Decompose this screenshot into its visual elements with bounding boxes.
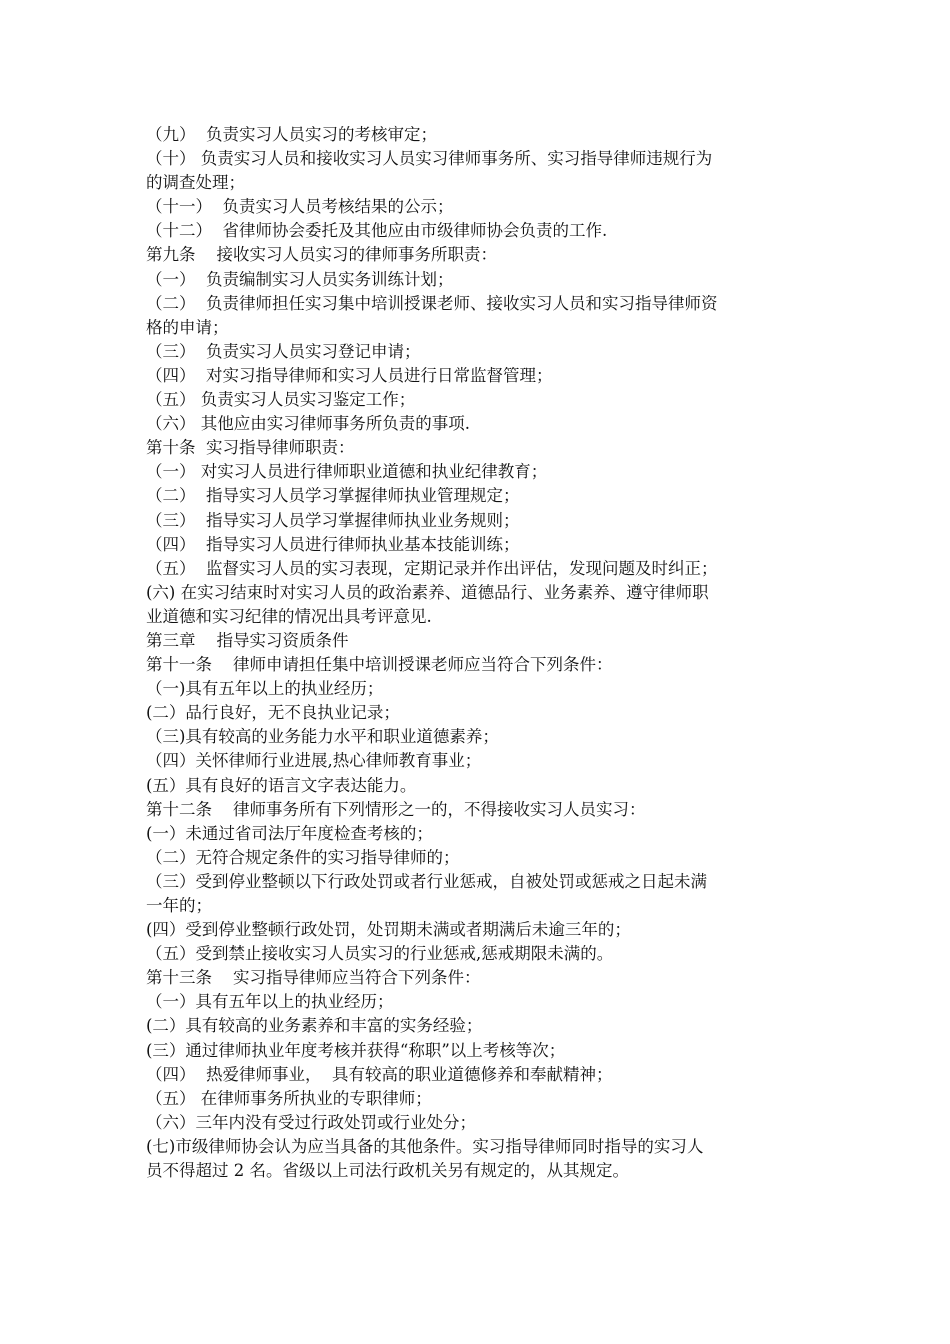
text-line: 格的申请； bbox=[146, 317, 229, 337]
text-line: (二）品行良好，无不良执业记录； bbox=[146, 703, 400, 723]
text-line: （三） 负责实习人员实习登记申请； bbox=[146, 341, 421, 361]
text-line: （四）关怀律师行业进展,热心律师教育事业； bbox=[146, 751, 482, 771]
text-line: (五）具有良好的语言文字表达能力。 bbox=[146, 775, 417, 795]
text-line: （三）受到停业整顿以下行政处罚或者行业惩戒，自被处罚或惩戒之日起未满 bbox=[146, 871, 707, 891]
document-body bbox=[146, 123, 812, 1183]
text-line: （五） 负责实习人员实习鉴定工作； bbox=[146, 390, 416, 410]
text-line: （一)具有五年以上的执业经历； bbox=[146, 679, 384, 699]
text-line: （六） 其他应由实习律师事务所负责的事项. bbox=[146, 414, 470, 434]
text-line: 的调查处理； bbox=[146, 173, 245, 193]
text-line: （十一） 负责实习人员考核结果的公示； bbox=[146, 197, 454, 217]
text-line: （十二） 省律师协会委托及其他应由市级律师协会负责的工作. bbox=[146, 221, 608, 241]
text-line: （二） 指导实习人员学习掌握律师执业管理规定； bbox=[146, 486, 520, 506]
text-line: 员不得超过 2 名。省级以上司法行政机关另有规定的，从其规定。 bbox=[146, 1161, 629, 1181]
text-line: （二） 负责律师担任实习集中培训授课老师、接收实习人员和实习指导律师资 bbox=[146, 293, 718, 313]
text-line: (一）未通过省司法厅年度检查考核的； bbox=[146, 823, 433, 843]
text-line: (六) 在实习结束时对实习人员的政治素养、道德品行、业务素养、遵守律师职 bbox=[146, 582, 709, 602]
text-line: （五）受到禁止接收实习人员实习的行业惩戒,惩戒期限未满的。 bbox=[146, 944, 614, 964]
text-line: （一） 负责编制实习人员实务训练计划； bbox=[146, 269, 454, 289]
text-line: （四） 指导实习人员进行律师执业基本技能训练； bbox=[146, 534, 520, 554]
text-line: （一） 对实习人员进行律师职业道德和执业纪律教育； bbox=[146, 462, 548, 482]
text-line: （五） 监督实习人员的实习表现，定期记录并作出评估，发现问题及时纠正； bbox=[146, 558, 718, 578]
text-line: （四） 热爱律师事业， 具有较高的职业道德修养和奉献精神； bbox=[146, 1064, 613, 1084]
text-line: （五） 在律师事务所执业的专职律师； bbox=[146, 1088, 432, 1108]
text-line: （一）具有五年以上的执业经历； bbox=[146, 992, 394, 1012]
text-line: 第十二条 律师事务所有下列情形之一的，不得接收实习人员实习： bbox=[146, 799, 646, 819]
text-line: 业道德和实习纪律的情况出具考评意见. bbox=[146, 606, 432, 626]
text-line: 第十条 实习指导律师职责： bbox=[146, 438, 355, 458]
text-line: （六）三年内没有受过行政处罚或行业处分； bbox=[146, 1112, 476, 1132]
text-line: （四） 对实习指导律师和实习人员进行日常监督管理； bbox=[146, 365, 553, 385]
text-line: （十） 负责实习人员和接收实习人员实习律师事务所、实习指导律师违规行为 bbox=[146, 149, 713, 169]
text-line: （三） 指导实习人员学习掌握律师执业业务规则； bbox=[146, 510, 520, 530]
text-line: 第九条 接收实习人员实习的律师事务所职责： bbox=[146, 245, 497, 265]
text-line: 第十一条 律师申请担任集中培训授课老师应当符合下列条件： bbox=[146, 655, 613, 675]
text-line: 第三章 指导实习资质条件 bbox=[146, 630, 349, 650]
text-line: 一年的； bbox=[146, 896, 212, 915]
text-line: (二）具有较高的业务素养和丰富的实务经验； bbox=[146, 1016, 483, 1036]
text-line: （三)具有较高的业务能力水平和职业道德素养； bbox=[146, 727, 499, 747]
text-line: (七)市级律师协会认为应当具备的其他条件。实习指导律师同时指导的实习人 bbox=[146, 1136, 704, 1156]
text-line: (四）受到停业整顿行政处罚，处罚期未满或者期满后未逾三年的； bbox=[146, 920, 631, 940]
text-line: (三）通过律师执业年度考核并获得“称职”以上考核等次； bbox=[146, 1040, 566, 1060]
text-line: 第十三条 实习指导律师应当符合下列条件： bbox=[146, 968, 481, 988]
text-line: （九） 负责实习人员实习的考核审定； bbox=[146, 125, 437, 144]
text-line: （二）无符合规定条件的实习指导律师的； bbox=[146, 847, 460, 867]
